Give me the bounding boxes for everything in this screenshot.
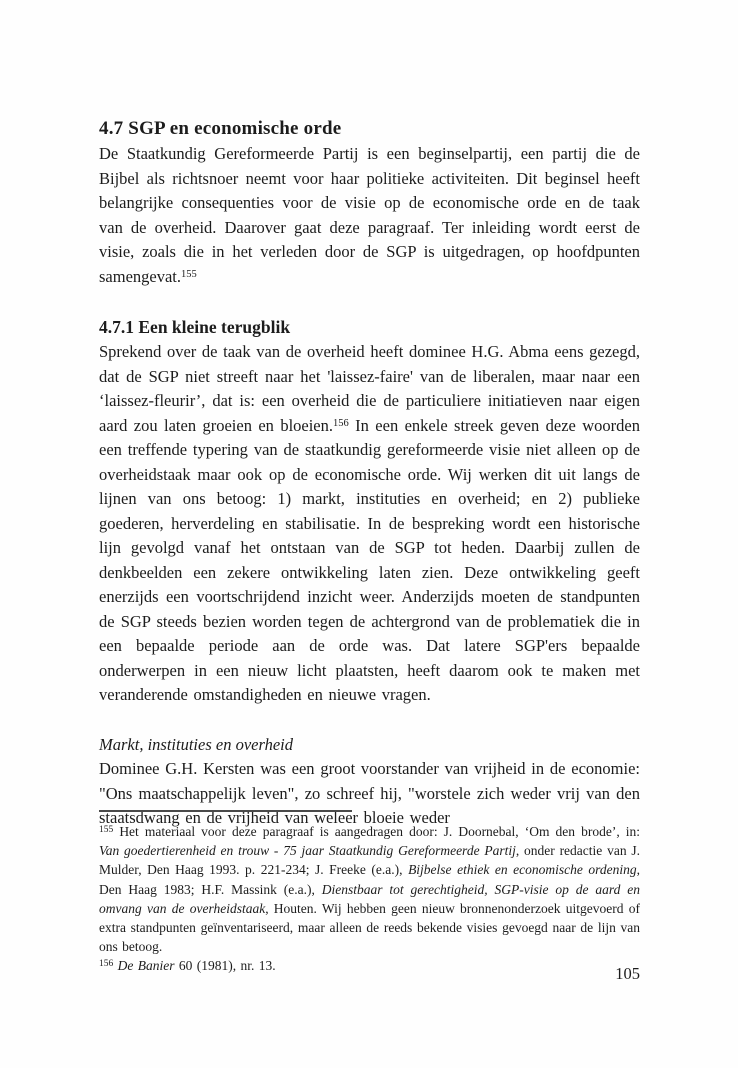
footnote-segment: Bijbelse ethiek en economische ordening (408, 862, 637, 878)
footnote-segment: , Den Haag 1983; H.F. Massink (e.a.), (99, 862, 640, 897)
footnote-segment: De Banier (117, 958, 175, 974)
footnote-segment: , onder redactie van J. Mulder, Den Haag 1993. p. 221-234; J. Freeke (e.a.), (99, 843, 640, 878)
footnote-separator-rule (99, 810, 352, 812)
terugblik-text-after-ref: In een enkele streek geven deze woorden een treffende typering van de staatkundig gereformeerde visie niet alleen op de overheidstaak maar ook op de economische orde. Wij werken dit uit langs de lijnen van ons betoog: 1) markt, instituties en overheid; en 2) publieke goederen, herverdeling en stabilisatie. In de bespreking wordt een historische lijn gevolgd vanaf het ontstaan van de SGP tot heden. Daarbij zullen de denkbeelden een zekere ontwikkeling laten zien. Deze ontwikkeling geeft enerzijds een voortschrijdend inzicht weer. Anderzijds moeten de standpunten de SGP steeds bezien worden tegen de achtergrond van de problematiek die in een bepaalde periode aan de orde was. Dat latere SGP'ers bepaalde onderwerpen in een nieuw licht plaatsten, heeft daarom ook te maken met veranderende omstandigheden en nieuwe vragen. (99, 415, 640, 704)
terugblik-paragraph (99, 340, 640, 708)
footnote-ref-156: 156 (333, 417, 349, 429)
intro-paragraph-text: De Staatkundig Gereformeerde Partij is een beginselpartij, een partij die de Bijbel als richtsnoer neemt voor haar politieke activiteiten. Dit beginsel heeft belangrijke consequenties voor de visie op de economische orde en de taak van de overheid. Daarover gaat deze paragraaf. Ter inleiding wordt eerst de visie, zoals die in het verleden door de SGP is uitgedragen, op hoofdpunten samengevat. (99, 144, 640, 286)
footnote-segment: Van goedertierenheid en trouw - 75 jaar Staatkundig Gereformeerde Partij (99, 843, 516, 859)
footnote-segment: , Houten. Wij hebben geen nieuw bronnenonderzoek uitgevoerd of extra standpunten geïnventariseerd, maar alleen de reeds bekende visies gevoegd naar de lijn van ons betoog. (99, 900, 640, 955)
subtopic-heading: Markt, instituties en overheid (99, 734, 293, 754)
footnote-155 (99, 822, 640, 956)
footnote-segment: 60 (1981), nr. 13. (174, 958, 276, 974)
footnote-number: 155 (99, 825, 114, 835)
footnote-156 (99, 956, 640, 975)
footnotes (99, 822, 640, 976)
text-column (99, 116, 640, 831)
intro-paragraph (99, 142, 640, 289)
footnote-segment: Dienstbaar tot gerechtigheid, SGP-visie op de aard en omvang van de overheidstaak (99, 881, 640, 916)
kersten-paragraph: Dominee G.H. Kersten was een groot voorstander van vrijheid in de economie: "Ons maatschappelijk leven", zo schreef hij, "worstele zich weder vrij van den staatsdwang en de vrijheid van weleer bloeie weder (99, 759, 640, 827)
footnote-segment: Het materiaal voor deze paragraaf is aangedragen door: J. Doornebal, ‘Om den brode’, in: (119, 824, 641, 839)
section-heading: 4.7 SGP en economische orde (99, 118, 342, 139)
footnote-area (99, 810, 640, 976)
subsection-heading: 4.7.1 Een kleine terugblik (99, 317, 291, 337)
footnote-ref-155: 155 (181, 268, 197, 280)
page-number: 105 (615, 964, 640, 983)
footnote-number: 156 (99, 959, 114, 970)
terugblik-text-before-ref: Sprekend over de taak van de overheid heeft dominee H.G. Abma eens gezegd, dat de SGP niet streeft naar het 'laissez-faire' van de liberalen, maar naar een ‘laissez-fleurir’, dat is: een overheid die de particuliere initiatieven naar eigen aard zou laten groeien en bloeien. (99, 342, 640, 435)
